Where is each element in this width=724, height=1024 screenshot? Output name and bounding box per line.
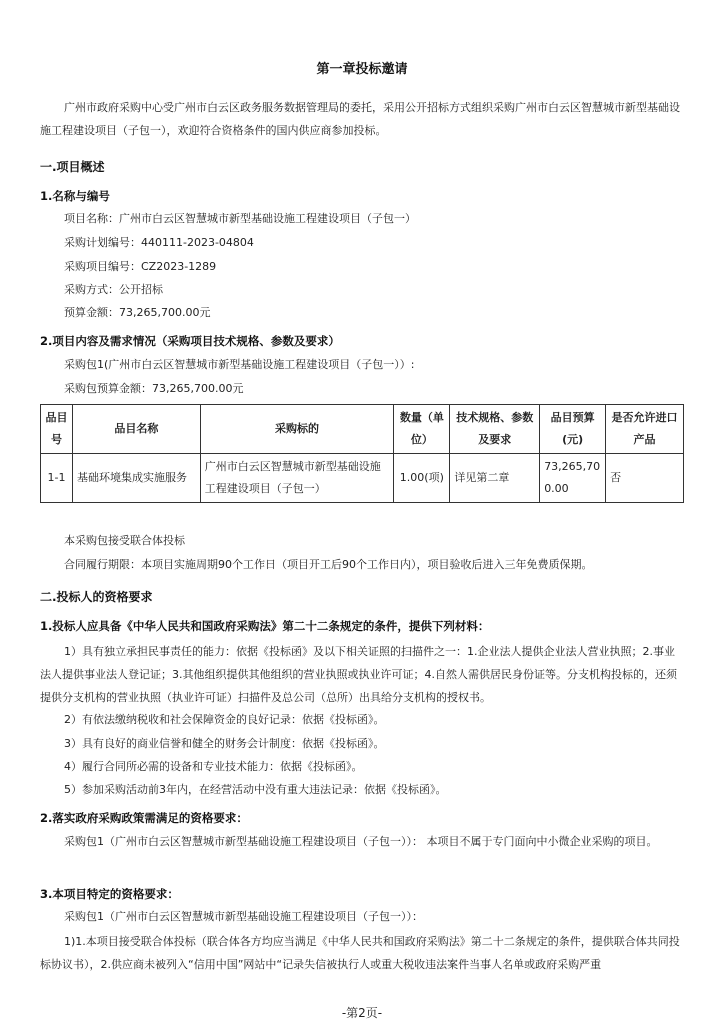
cell-item-no: 1-1 [41, 454, 73, 503]
cell-spec: 详见第二章 [450, 454, 540, 503]
table-row [41, 454, 684, 503]
policy-text: 采购包1（广州市白云区智慧城市新型基础设施工程建设项目（子包一））： 本项目不属于专门面向中小微企业采购的项目。 [64, 835, 658, 848]
intro-paragraph: 广州市政府采购中心受广州市白云区政务服务数据管理局的委托，采用公开招标方式组织采购广州市白云区智慧城市新型基础设施工程建设项目（子包一），欢迎符合资格条件的国内供应商参加投标。 [40, 101, 680, 137]
qualification-item-5: 5）参加采购活动前3年内，在经营活动中没有重大违法记录：依据《投标函》。 [64, 783, 447, 796]
page-number: -第2页- [341, 1006, 383, 1020]
qualification-item-1: 1）具有独立承担民事责任的能力：依据《投标函》及以下相关证照的扫描件之一：1.企业法人提供企业法人营业执照；2.事业法人提供事业法人登记证；3.其他组织提供其他组织的营业执照或执业许可证；4.自然人需供居民身份证等。分支机构投标的，还须提供分支机构的营业执照（执业许可证）扫描件及总公司（总所）出具给分支机构的授权书。 [40, 645, 677, 704]
cell-item-name: 基础环境集成实施服务 [72, 454, 200, 503]
cell-quantity: 1.00(项) [394, 454, 450, 503]
section1-heading: 一.项目概述 [40, 160, 105, 174]
project-name: 项目名称：广州市白云区智慧城市新型基础设施工程建设项目（子包一） [64, 212, 416, 225]
budget-amount: 预算金额：73,265,700.00元 [64, 306, 211, 319]
specific-text: 1)1.本项目接受联合体投标（联合体各方均应当满足《中华人民共和国政府采购法》第二十二条规定的条件，提供联合体共同投标协议书），2.供应商未被列入“信用中国”网站中“记录失信被执行人或重大税收违法案件当事人名单或政府采购严重 [40, 935, 680, 971]
qualification-item-4: 4）履行合同所必需的设备和专业技术能力：依据《投标函》。 [64, 760, 363, 773]
contract-term: 合同履行期限：本项目实施周期90个工作日（项目开工后90个工作日内），项目验收后进入三年免费质保期。 [64, 558, 593, 571]
package-name: 采购包1(广州市白云区智慧城市新型基础设施工程建设项目（子包一））: [64, 358, 415, 371]
section2-heading: 二.投标人的资格要求 [40, 590, 153, 604]
cell-import: 否 [606, 454, 684, 503]
content-heading: 2.项目内容及需求情况（采购项目技术规格、参数及要求） [40, 334, 340, 348]
cell-subject: 广州市白云区智慧城市新型基础设施工程建设项目（子包一） [200, 454, 394, 503]
header-item-name: 品目名称 [72, 405, 200, 454]
consortium-note: 本采购包接受联合体投标 [64, 534, 185, 547]
specific-heading: 3.本项目特定的资格要求： [40, 887, 179, 901]
cell-budget: 73,265,700.00 [540, 454, 606, 503]
policy-heading: 2.落实政府采购政策需满足的资格要求： [40, 811, 248, 825]
qualification-heading: 1.投标人应具备《中华人民共和国政府采购法》第二十二条规定的条件，提供下列材料： [40, 619, 490, 633]
header-quantity: 数量（单位） [394, 405, 450, 454]
items-table [40, 404, 684, 503]
plan-number: 采购计划编号：440111-2023-04804 [64, 236, 254, 249]
qualification-item-3: 3）具有良好的商业信誉和健全的财务会计制度：依据《投标函》。 [64, 737, 385, 750]
procurement-method: 采购方式：公开招标 [64, 283, 163, 296]
header-item-no: 品目号 [41, 405, 73, 454]
header-import: 是否允许进口产品 [606, 405, 684, 454]
header-budget: 品目预算(元) [540, 405, 606, 454]
package-budget: 采购包预算金额：73,265,700.00元 [64, 382, 244, 395]
page-title: 第一章投标邀请 [316, 62, 408, 77]
table-header-row [41, 405, 684, 454]
name-number-heading: 1.名称与编号 [40, 189, 110, 203]
project-number: 采购项目编号：CZ2023-1289 [64, 260, 217, 273]
header-subject: 采购标的 [200, 405, 394, 454]
header-spec: 技术规格、参数及要求 [450, 405, 540, 454]
qualification-item-2: 2）有依法缴纳税收和社会保障资金的良好记录：依据《投标函》。 [64, 713, 385, 726]
specific-package: 采购包1（广州市白云区智慧城市新型基础设施工程建设项目（子包一））： [64, 910, 423, 923]
